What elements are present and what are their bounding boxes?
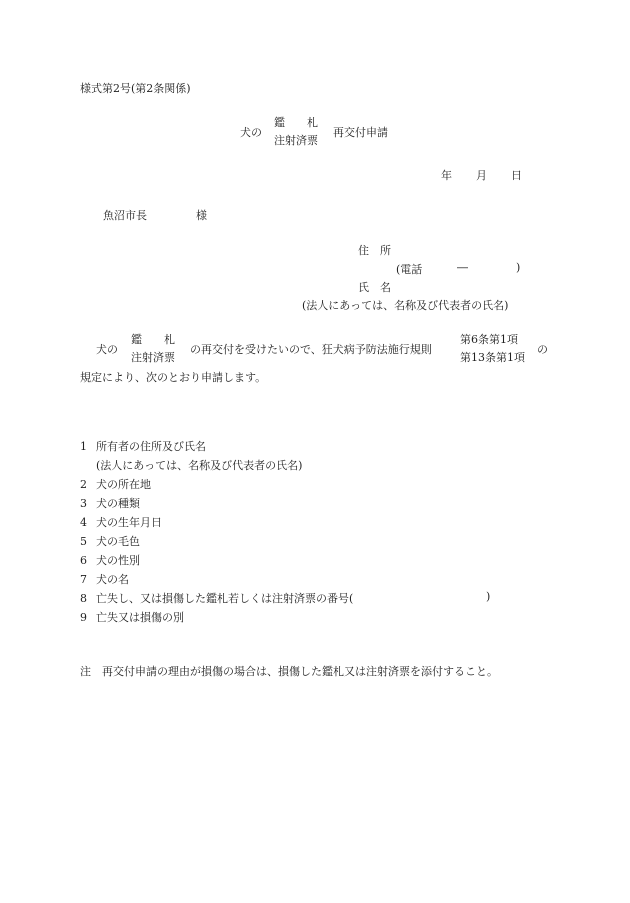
corp-note: (法人にあっては、名称及び代表者の氏名) <box>302 299 509 312</box>
list-item <box>80 552 140 568</box>
item-number: 1 <box>80 440 87 453</box>
item-text: 亡失し、又は損傷した鑑札若しくは注射済票の番号( <box>96 592 354 605</box>
body-no: の <box>537 343 548 356</box>
item-text: 所有者の住所及び氏名 <box>96 440 206 453</box>
phone-open: (電話 <box>396 263 423 276</box>
form-label: 様式第2号(第2条関係) <box>80 82 191 95</box>
item-text: (法人にあっては、名称及び代表者の氏名) <box>96 459 303 472</box>
list-item <box>80 571 129 587</box>
item-text: 犬の生年月日 <box>96 516 162 529</box>
item-text: 犬の性別 <box>96 554 140 567</box>
date-day: 日 <box>511 169 522 182</box>
item-number: 5 <box>80 535 87 548</box>
list-item <box>80 495 140 511</box>
body-stack <box>131 331 175 367</box>
body-mid: の再交付を受けたいので、狂犬病予防法施行規則 <box>190 343 432 356</box>
article-stack <box>460 331 525 367</box>
title-prefix: 犬の <box>240 126 262 139</box>
addressee-name: 魚沼市長 <box>103 209 147 222</box>
footnote <box>80 663 498 679</box>
phone-close: ) <box>516 261 521 274</box>
item-number: 8 <box>80 592 87 605</box>
date-year: 年 <box>441 169 452 182</box>
item-number: 3 <box>80 497 87 510</box>
title-tag: 鑑 札 <box>274 116 318 129</box>
list-item <box>80 533 140 549</box>
list-item <box>80 609 184 625</box>
item-text: 犬の名 <box>96 573 129 586</box>
footnote-label: 注 <box>80 665 91 678</box>
list-item <box>80 514 162 530</box>
list-item <box>80 438 206 454</box>
item-text: 犬の種類 <box>96 497 140 510</box>
item-number: 4 <box>80 516 87 529</box>
article-13: 第13条第1項 <box>460 351 525 364</box>
item-number: 6 <box>80 554 87 567</box>
body-tag: 鑑 札 <box>131 333 175 346</box>
item-text: 亡失又は損傷の別 <box>96 611 184 624</box>
item-close-paren: ) <box>486 590 491 603</box>
list-item <box>80 590 353 606</box>
item-text: 犬の毛色 <box>96 535 140 548</box>
address-label: 住 所 <box>358 244 391 257</box>
item-number: 9 <box>80 611 87 624</box>
item-number: 2 <box>80 478 87 491</box>
footnote-text: 再交付申請の理由が損傷の場合は、損傷した鑑札又は注射済票を添付すること。 <box>102 665 498 678</box>
name-label: 氏 名 <box>358 281 391 294</box>
addressee-honorific: 様 <box>196 209 207 222</box>
list-item <box>80 476 151 492</box>
body-dog: 犬の <box>96 343 118 356</box>
phone-dash: ― <box>457 261 468 274</box>
item-text: 犬の所在地 <box>96 478 151 491</box>
article-6: 第6条第1項 <box>460 333 518 346</box>
list-item <box>96 457 302 473</box>
title-stack <box>274 114 318 150</box>
title-suffix: 再交付申請 <box>333 126 388 139</box>
title-injection: 注射済票 <box>274 134 318 147</box>
date-month: 月 <box>476 169 487 182</box>
body-line2: 規定により、次のとおり申請します。 <box>80 371 267 384</box>
item-number: 7 <box>80 573 87 586</box>
body-injection: 注射済票 <box>131 351 175 364</box>
